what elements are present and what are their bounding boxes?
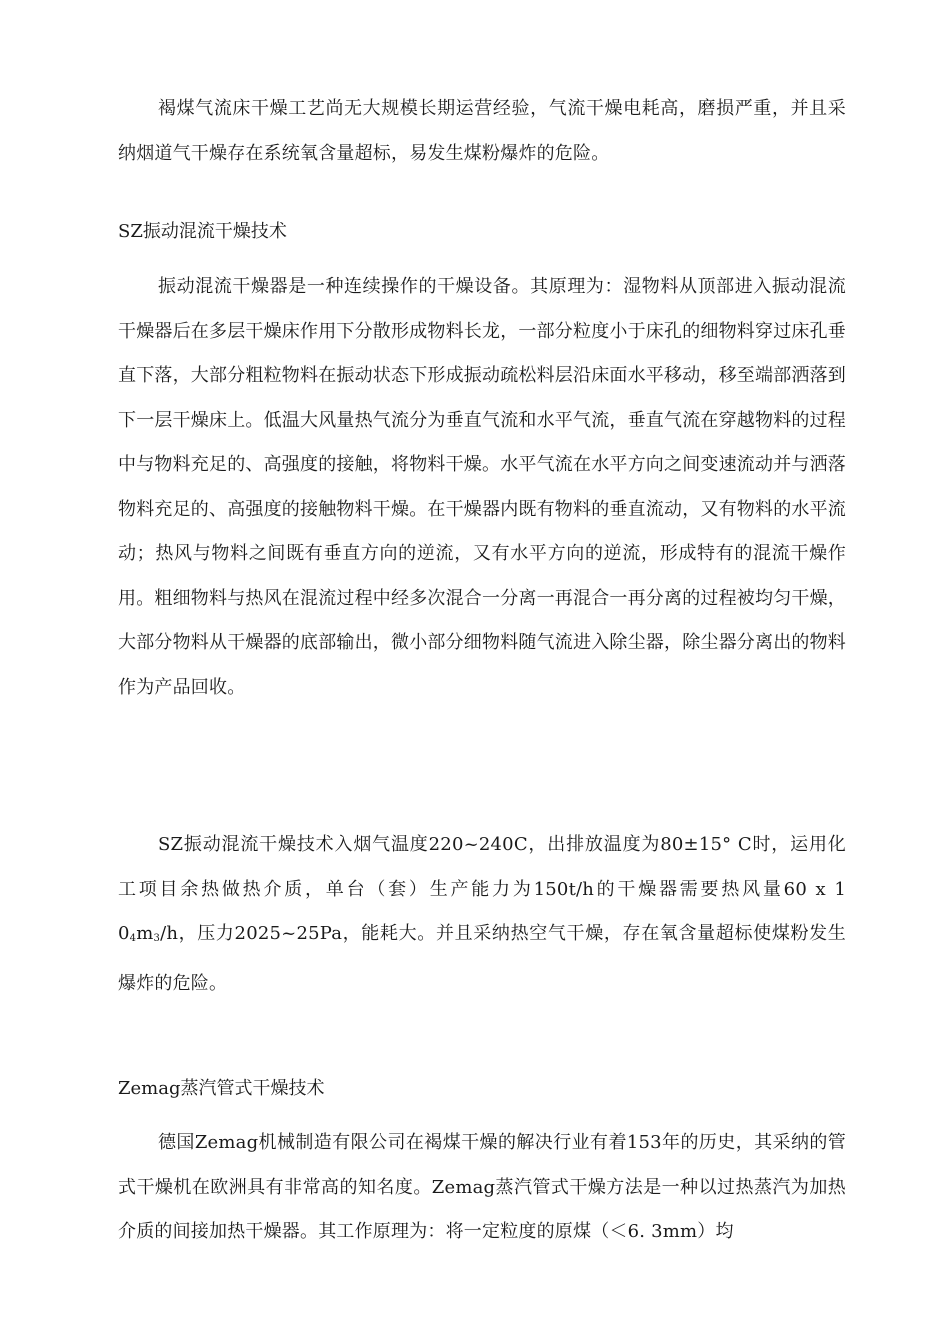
paragraph-text-part-1: SZ振动混流干燥技术入烟气温度220~240C，出排放温度为80±15° C时，运用化工项目余热做热介质，单台（套）生产能力为150t/h的干燥器需要热风量60 x 1 0 — [118, 834, 846, 944]
paragraph-sz-technical-parameters — [118, 823, 846, 1006]
section-heading-sz-vibration-drying: SZ振动混流干燥技术 — [118, 221, 287, 242]
paragraph-zemag-introduction: 德国Zemag机械制造有限公司在褐煤干燥的解决行业有着153年的历史，其采纳的管式干燥机在欧洲具有非常高的知名度。Zemag蒸汽管式干燥方法是一种以过热蒸汽为加热介质的间接加热干燥器。其工作原理为：将一定粒度的原煤（＜6. 3mm）均 — [118, 1132, 846, 1242]
section-heading-zemag-steam-tube-drying: Zemag蒸汽管式干燥技术 — [118, 1078, 325, 1099]
paragraph-lignite-airflow-drying: 褐煤气流床干燥工艺尚无大规模长期运营经验，气流干燥电耗高，磨损严重，并且采纳烟道气干燥存在系统氧含量超标，易发生煤粉爆炸的危险。 — [118, 98, 846, 164]
subscript-exponent: 4 — [129, 933, 137, 944]
unit-letter: m — [136, 923, 154, 944]
paragraph-text-part-2: /h，压力2025~25Pa，能耗大。并且采纳热空气干燥，存在氧含量超标使煤粉发生爆炸的危险。 — [118, 923, 846, 994]
paragraph-vibration-mixed-flow-principle: 振动混流干燥器是一种连续操作的干燥设备。其原理为：湿物料从顶部进入振动混流干燥器后在多层干燥床作用下分散形成物料长龙，一部分粒度小于床孔的细物料穿过床孔垂直下落，大部分粗粒物料在振动状态下形成振动疏松料层沿床面水平移动，移至端部洒落到下一层干燥床上。低温大风量热气流分为垂直气流和水平气流，垂直气流在穿越物料的过程中与物料充足的、高强度的接触，将物料干燥。水平气流在水平方向之间变速流动并与洒落物料充足的、高强度的接触物料干燥。在干燥器内既有物料的垂直流动，又有物料的水平流动；热风与物料之间既有垂直方向的逆流，又有水平方向的逆流，形成特有的混流干燥作用。粗细物料与热风在混流过程中经多次混合一分离一再混合一再分离的过程被均匀干燥，大部分物料从干燥器的底部输出，微小部分细物料随气流进入除尘器，除尘器分离出的物料作为产品回收。 — [118, 276, 846, 698]
subscript-cubic: 3 — [153, 933, 161, 944]
